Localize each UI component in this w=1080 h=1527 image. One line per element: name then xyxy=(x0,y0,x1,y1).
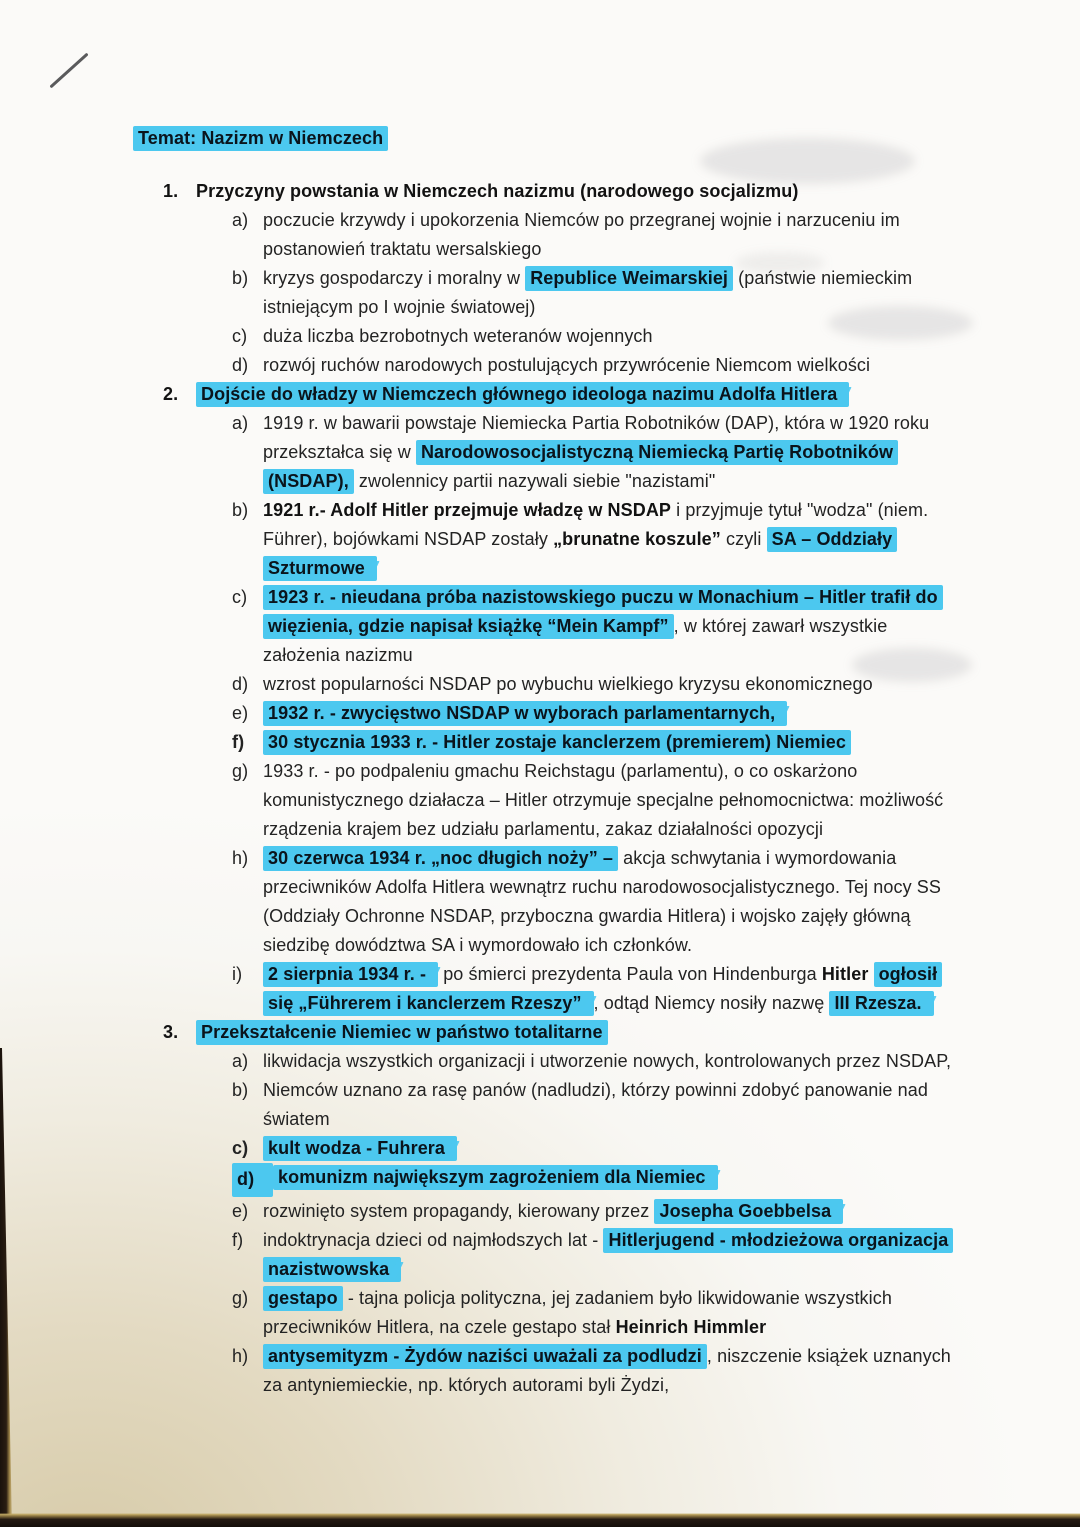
section-heading-row xyxy=(163,177,955,206)
list-item xyxy=(232,728,955,757)
section-number: 3. xyxy=(163,1022,179,1042)
item-text xyxy=(263,583,955,670)
item-text xyxy=(263,728,955,757)
item-marker: a) xyxy=(232,210,249,230)
text-run: III Rzesza. xyxy=(829,991,933,1016)
outline-list xyxy=(133,177,955,1400)
text-run: kryzys gospodarczy i moralny w xyxy=(263,268,526,288)
list-item xyxy=(232,206,955,264)
item-marker: d) xyxy=(232,355,249,375)
text-run: i przyjmuje tytuł "wodza" (niem. Führer), bojówkami NSDAP zostały xyxy=(263,500,929,549)
text-run: komunizm największym zagrożeniem dla Niemiec xyxy=(273,1165,718,1190)
item-marker: d) xyxy=(232,674,249,694)
item-text xyxy=(263,1342,955,1400)
text-run: akcja schwytania i wymordowania przeciwników Adolfa Hitlera wewnątrz ruchu narodowosocjalistycznego. Tej nocy SS (Oddziały Ochronne NSDAP, przyboczna gwardia Hitlera) i wojsko zajęły główną siedzibę dowództwa SA i wymordowało ich członków. xyxy=(263,848,941,955)
text-run: 1932 r. - zwycięstwo NSDAP w wyborach parlamentarnych, xyxy=(263,701,787,726)
item-text xyxy=(263,757,955,844)
section-heading-row xyxy=(163,1018,955,1047)
item-text xyxy=(263,670,955,699)
list-item xyxy=(232,844,955,960)
text-run: Niemców uznano za rasę panów (nadludzi), którzy powinni zdobyć panowanie nad światem xyxy=(263,1080,928,1129)
text-run: 1919 r. w bawarii powstaje Niemiecka Partia Robotników (DAP), która w 1920 roku przekształca się w xyxy=(263,413,930,462)
text-run: czyli xyxy=(720,529,767,549)
item-marker: c) xyxy=(232,587,248,607)
section-heading xyxy=(196,177,955,206)
item-marker: e) xyxy=(232,703,249,723)
item-text xyxy=(263,351,955,380)
list-item xyxy=(232,1134,955,1163)
item-marker: c) xyxy=(232,1138,249,1158)
list-item xyxy=(232,1047,955,1076)
item-text xyxy=(263,409,955,496)
text-run: rozwój ruchów narodowych postulujących przywrócenie Niemcom wielkości xyxy=(263,355,871,375)
list-item xyxy=(232,351,955,380)
item-marker: a) xyxy=(232,413,249,433)
item-marker: b) xyxy=(232,500,249,520)
item-text xyxy=(273,1163,955,1197)
item-text xyxy=(263,264,955,322)
text-run: Przekształcenie Niemiec w państwo totalitarne xyxy=(196,1020,608,1045)
text-run: - tajna policja polityczna, jej zadaniem było likwidowanie wszystkich przeciwników Hitlera, na czele gestapo stał xyxy=(263,1288,892,1337)
item-marker: f) xyxy=(232,1230,244,1250)
text-run: wzrost popularności NSDAP po wybuchu wielkiego kryzysu ekonomicznego xyxy=(263,674,873,694)
list-item xyxy=(232,699,955,728)
list-item xyxy=(232,583,955,670)
text-run: duża liczba bezrobotnych weteranów wojennych xyxy=(263,326,653,346)
text-run: (państwie niemieckim istniejącym po I wojnie światowej) xyxy=(263,268,913,317)
item-marker: h) xyxy=(232,1346,249,1366)
text-run: Josepha Goebbelsa xyxy=(654,1199,843,1224)
text-run: 1923 r. - nieudana próba nazistowskiego puczu w Monachium – Hitler trafił do więzienia, gdzie napisał książkę “Mein Kampf” xyxy=(263,585,943,639)
item-marker: d) xyxy=(232,1163,273,1197)
item-marker: b) xyxy=(232,1080,249,1100)
item-text xyxy=(263,1226,955,1284)
item-marker: g) xyxy=(232,1288,249,1308)
item-text xyxy=(263,322,955,351)
text-run: antysemityzm - Żydów naziści uważali za podludzi xyxy=(263,1344,707,1369)
item-marker: a) xyxy=(232,1051,249,1071)
item-marker: g) xyxy=(232,761,249,781)
list-item xyxy=(232,670,955,699)
text-run: 1933 r. - po podpaleniu gmachu Reichstagu (parlamentu), o co oskarżono komunistycznego działacza – Hitler otrzymuje specjalne pełnomocnictwa: możliwość rządzenia krajem bez udziału parlamentu, zakaz działalności opozycji xyxy=(263,761,944,839)
text-run: , w której zawarł wszystkie założenia nazizmu xyxy=(263,616,888,665)
item-text xyxy=(263,844,955,960)
text-run: Hitlerjugend - młodzieżowa organizacja nazistwowska xyxy=(263,1228,953,1282)
text-run: , odtąd Niemcy nosiły nazwę xyxy=(593,993,830,1013)
section-heading xyxy=(196,380,955,409)
text-run: zwolennicy partii nazywali siebie "nazistami" xyxy=(353,471,716,491)
text-run: 2 sierpnia 1934 r. - xyxy=(263,962,438,987)
text-run: Temat: Nazizm w Niemczech xyxy=(133,126,388,151)
item-marker: i) xyxy=(232,964,243,984)
text-run: SA – Oddziały Szturmowe xyxy=(263,527,897,581)
list-item xyxy=(232,409,955,496)
item-text xyxy=(263,699,955,728)
item-marker: c) xyxy=(232,326,248,346)
item-text xyxy=(263,1284,955,1342)
outline-section xyxy=(163,1018,955,1400)
item-text xyxy=(263,206,955,264)
notes-document xyxy=(133,124,955,1400)
text-run: rozwinięto system propagandy, kierowany przez xyxy=(263,1201,655,1221)
text-run: ogłosił się „Führerem i kanclerzem Rzeszy” xyxy=(263,962,942,1016)
text-run: gestapo xyxy=(263,1286,343,1311)
page-title xyxy=(133,124,955,153)
item-marker: h) xyxy=(232,848,249,868)
list-item xyxy=(232,322,955,351)
list-item xyxy=(232,1284,955,1342)
text-run: Narodowosocjalistyczną Niemiecką Partię Robotników (NSDAP), xyxy=(263,440,898,494)
text-run: likwidacja wszystkich organizacji i utworzenie nowych, kontrolowanych przez NSDAP, xyxy=(263,1051,952,1071)
pen-mark xyxy=(49,53,88,89)
item-marker: b) xyxy=(232,268,249,288)
text-run: 30 czerwca 1934 r. „noc długich noży” – xyxy=(263,846,618,871)
outline-section xyxy=(163,177,955,380)
page-edge-left xyxy=(0,1048,14,1527)
text-run: Dojście do władzy w Niemczech głównego ideologa nazimu Adolfa Hitlera xyxy=(196,382,849,407)
item-marker: f) xyxy=(232,732,245,752)
section-number: 1. xyxy=(163,181,179,201)
item-text xyxy=(263,1076,955,1134)
list-item xyxy=(232,264,955,322)
text-run: kult wodza - Fuhrera xyxy=(263,1136,457,1161)
section-number: 2. xyxy=(163,384,179,404)
list-item xyxy=(232,1197,955,1226)
item-text xyxy=(263,496,955,583)
text-run: Hitler xyxy=(821,964,869,984)
list-item xyxy=(232,757,955,844)
text-run: poczucie krzywdy i upokorzenia Niemców po przegranej wojnie i narzuceniu im postanowień traktatu wersalskiego xyxy=(263,210,900,259)
outline-section xyxy=(163,380,955,1018)
item-text xyxy=(263,960,955,1018)
list-item xyxy=(232,496,955,583)
text-run: po śmierci prezydenta Paula von Hindenburga xyxy=(438,964,822,984)
list-item xyxy=(232,1226,955,1284)
text-run: Przyczyny powstania w Niemczech nazizmu (narodowego socjalizmu) xyxy=(196,181,799,201)
item-text xyxy=(263,1197,955,1226)
text-run: 30 stycznia 1933 r. - Hitler zostaje kanclerzem (premierem) Niemiec xyxy=(263,730,851,755)
text-run xyxy=(868,964,873,984)
item-marker: e) xyxy=(232,1201,249,1221)
text-run: Heinrich Himmler xyxy=(615,1317,767,1337)
item-text xyxy=(263,1047,955,1076)
text-run: , niszczenie książek uznanych za antyniemieckie, np. których autorami byli Żydzi, xyxy=(263,1346,951,1395)
list-item xyxy=(232,1076,955,1134)
item-text xyxy=(263,1134,955,1163)
text-run: 1921 r.- Adolf Hitler przejmuje władzę w NSDAP xyxy=(263,500,672,520)
list-item xyxy=(232,960,955,1018)
list-item xyxy=(232,1163,955,1197)
section-heading xyxy=(196,1018,955,1047)
page-edge-bottom xyxy=(0,1513,1080,1527)
text-run: indoktrynacja dzieci od najmłodszych lat - xyxy=(263,1230,604,1250)
text-run: „brunatne koszule” xyxy=(553,529,721,549)
text-run: Republice Weimarskiej xyxy=(525,266,733,291)
section-heading-row xyxy=(163,380,955,409)
list-item xyxy=(232,1342,955,1400)
